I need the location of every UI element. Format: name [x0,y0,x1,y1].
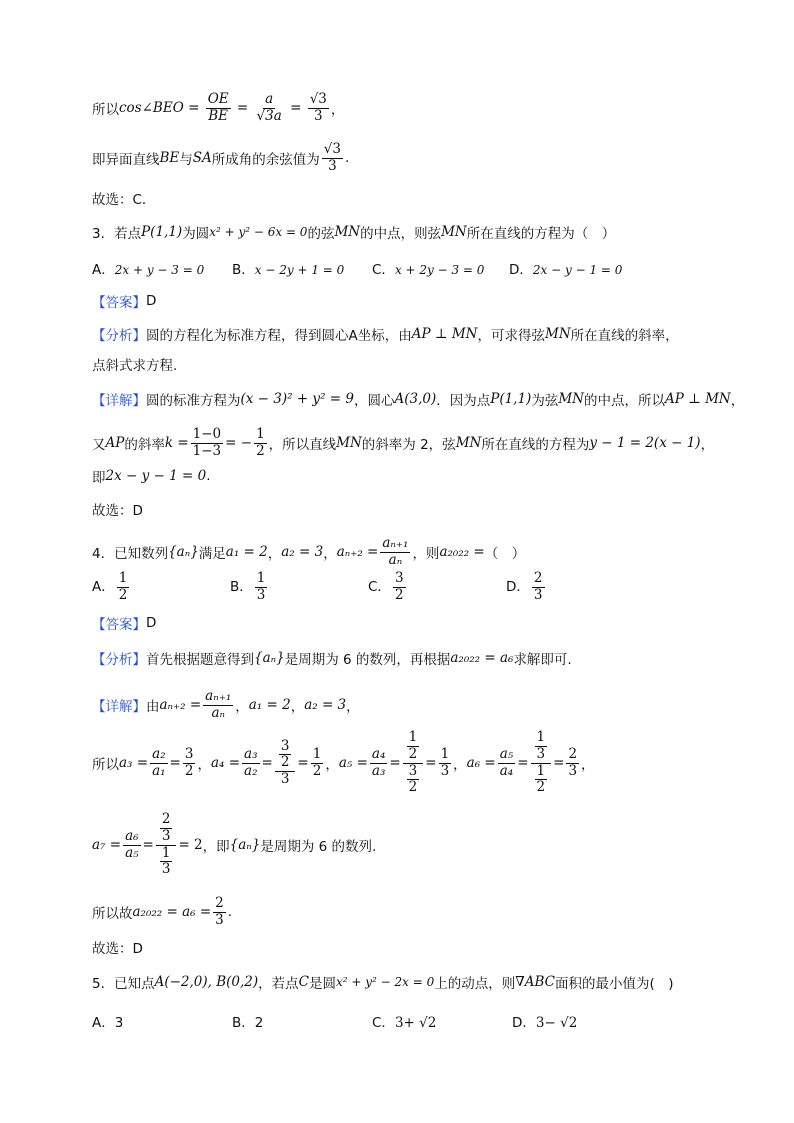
option-a: A．2x + y − 3 = 0 [92,262,205,278]
math-a6: a₆ = [466,755,496,771]
math-seq: {aₙ} [168,544,199,561]
text: 又 [92,437,106,454]
question-3-choice [92,499,143,519]
text: 是圆 [309,976,337,992]
text: 4．已知数列 [92,546,169,563]
math-a4: a₄ = [210,755,241,771]
math-point: P(1,1) [141,224,183,240]
text: 所以故 [92,906,133,923]
math-rec: aₙ₊₂ = [159,697,202,714]
math-rec: aₙ₊₂ = [336,544,379,561]
math-k: k = [164,435,189,452]
text: ， [267,546,282,563]
question-3-detail-2 [92,427,714,459]
text: 故选：D [92,941,143,957]
math-eq: = − [225,435,253,452]
math-line: y − 1 = 2(x − 1) [589,435,701,452]
text: 是周期为 6 的数列，再根据 [284,652,451,668]
math-circle: x² + y² − 2x = 0 [336,975,435,989]
text: 圆的方程化为标准方程，得到圆心A坐标，由 [146,328,412,344]
text: ，若点 [258,976,299,992]
choice-line [92,188,155,208]
math-final: 2x − y − 1 = 0 [105,468,207,484]
question-4-detail-1 [92,689,360,721]
text: . [206,468,211,484]
math-a7: a₇ = [92,837,122,853]
math-mn: MN [334,224,361,240]
option-a: A． $\frac{1}{2}$ [92,570,128,603]
question-4-choice [92,937,143,957]
text: 即 [92,470,106,486]
math-target: a₂₀₂₂ = [439,544,485,561]
text: 是周期为 6 的数列. [260,839,377,855]
text: 所以 [92,102,119,119]
text: 所在直线的方程为（ ） [466,226,616,242]
math-a2: a₂ = 3 [281,544,324,561]
text: 的弦 [307,226,335,242]
math-mn: MN [336,435,362,452]
text: 由 [146,699,160,716]
question-3-answer [92,291,156,311]
option-c: C．x + 2y − 3 = 0 [372,262,485,278]
text: ，即 [202,839,230,855]
text: 点斜式求方程. [92,358,178,374]
math-c: C [298,974,310,990]
fraction: $\frac{1-0}{1-3}$ [192,426,222,459]
text: ， [290,699,305,716]
fraction: $\frac{√3}{3}$ [323,141,341,174]
option-c: C． $\frac{3}{2}$ [368,570,404,603]
fraction: $\frac{1}{2}$ [256,426,265,459]
question-3-stem [92,222,615,242]
text: 故选：C． [92,192,156,208]
math-triangle: ∇ABC [515,974,555,990]
math-a1: a₁ = 2 [248,697,291,714]
math-a2: a₂ = 3 [304,697,347,714]
option-c: C．3+ √2 [372,1015,437,1031]
text: 圆的标准方程为 [146,393,241,409]
math-a1: a₁ = 2 [225,544,268,561]
detail-tag: 【详解】 [92,699,146,716]
text: ， [700,437,715,454]
text: 与 [179,152,193,169]
option-d: D．3− √2 [512,1015,578,1031]
question-3-detail-1 [92,389,744,409]
math-points: A(−2,0), B(0,2) [154,974,259,990]
math-std-circle: (x − 3)² + y² = 9 [240,391,354,407]
math-sa: SA [192,150,212,167]
math-circle: x² + y² − 6x = 0 [209,225,308,239]
question-5-options [92,1011,577,1031]
text: 上的动点，则 [434,976,516,992]
question-4-detail-2: 所以 a₃ = $\frac{\text{a₂}}{\text{a₁}}$ = $\frac{3}{2}$ ， a₄ = $\frac{\text{a₃}}{\text{a₂}}$ = $\frac{\frac{3}{2}}{3}$ = $\frac{1}{2}$ ， a₅ = $\frac{\text{a₄}}{\text{a₃}}$ = $\frac{\frac{1}{2}}{\frac{3}{2}}$ = $\frac{1}{3}$ ， a₆ = $\frac{\text{a₅}}{\text{a₄}}$ = $\frac{\frac{1}{3}}{\frac{1}{2}}$ = $\frac{2}{3}$ ， [92,729,595,796]
text: 为圆 [182,226,210,242]
text: 的中点，所以 [583,393,665,409]
math-seq: {aₙ} [229,837,261,853]
text: ，可求得弦 [477,328,545,344]
fraction: $\frac{a}{√3a}$ [256,91,282,124]
text: 所在直线的方程为 [481,437,590,454]
text: 所成角的余弦值为 [211,152,320,169]
math-eq: a₂₀₂₂ = a₆ [450,650,514,666]
text: ， [346,699,360,716]
text: 的斜率 [124,437,165,454]
text: 满足 [198,546,226,563]
text: 求解即可. [513,652,572,668]
question-3-analysis-cont [92,354,177,374]
text-line-conclusion [92,142,349,174]
fraction: $\frac{\text{aₙ₊₁}}{\text{aₙ}}$ [205,688,232,721]
fraction: $\frac{\text{aₙ₊₁}}{\text{aₙ}}$ [382,535,409,568]
math-mn: MN [545,326,571,342]
math-mn: MN [558,391,584,407]
math-mn: MN [441,224,467,240]
question-3-detail-3 [92,466,211,486]
question-3-options [92,258,622,278]
math-final: a₂₀₂₂ = a₆ = [132,904,212,921]
option-d: D．2x − y − 1 = 0 [509,262,623,278]
text: ，圆心 [353,393,395,409]
answer-value: D [146,293,157,309]
text: ， [235,699,249,716]
option-b: B．2 [232,1015,264,1031]
text: ， [323,546,337,563]
math-be: BE [159,150,180,167]
text: 所在直线的斜率， [570,328,679,344]
answer-value: D [146,615,157,631]
text: ，则 [412,546,440,563]
text: ， [330,102,345,119]
text: 面积的最小值为( ) [554,976,674,992]
question-4-final: 所以故 a₂₀₂₂ = a₆ = $\frac{2}{3}$ . [92,895,233,928]
math-point: P(1,1) [490,391,532,407]
answer-tag: 【答案】 [92,617,146,633]
question-4-answer [92,613,156,633]
text: 即异面直线 [92,152,160,169]
option-b: B．x − 2y + 1 = 0 [232,262,345,278]
question-3-analysis [92,324,679,344]
question-5-stem [92,972,674,992]
text: 为弦 [531,393,559,409]
question-4-stem [92,536,525,568]
math-perp: AP ⊥ MN [664,391,731,407]
math-perp: AP ⊥ MN [411,326,478,342]
text: 所以 [92,757,119,773]
math-ap: AP [105,435,125,452]
option-d: D． $\frac{2}{3}$ [506,570,543,603]
detail-tag: 【详解】 [92,393,146,409]
text: . [344,150,350,167]
text: ， [730,393,745,409]
math-a3: a₃ = [119,755,149,771]
text: 首先根据题意得到 [146,652,254,668]
analysis-tag: 【分析】 [92,328,146,344]
math-a5: a₅ = [338,755,368,771]
text: ．因为点 [436,393,491,409]
question-4-analysis [92,648,572,668]
text: 5．已知点 [92,976,155,992]
text: 的斜率为 2，弦 [361,437,456,454]
math-mn: MN [455,435,482,452]
text: 3．若点 [92,226,142,242]
math-cos: cos∠BEO [119,100,184,117]
text-line-cos: 所以 cos∠BEO = $\frac{OE}{BE}$ = $\frac{a}{√3a}$ = $\frac{√3}{3}$ ， [92,91,345,124]
question-4-options [92,571,547,603]
fraction: $\frac{√3}{3}$ [309,91,327,124]
text: 的中点，则弦 [360,226,442,242]
option-a: A．3 [92,1015,124,1031]
text: （ ） [484,546,526,563]
fraction: $\frac{OE}{BE}$ [207,91,229,124]
math-seq: {aₙ} [254,650,285,666]
answer-tag: 【答案】 [92,295,146,311]
text: 故选：D [92,503,143,519]
text: ，所以直线 [268,437,337,454]
option-b: B． $\frac{1}{3}$ [230,570,266,603]
math-center: A(3,0) [394,391,437,407]
analysis-tag: 【分析】 [92,652,146,668]
question-4-detail-3: a₇ = $\frac{\text{a₆}}{\text{a₅}}$ = $\frac{\frac{2}{3}}{\frac{1}{3}}$ = 2 ，即 {aₙ} 是周期为 6 的数列. [92,811,377,878]
